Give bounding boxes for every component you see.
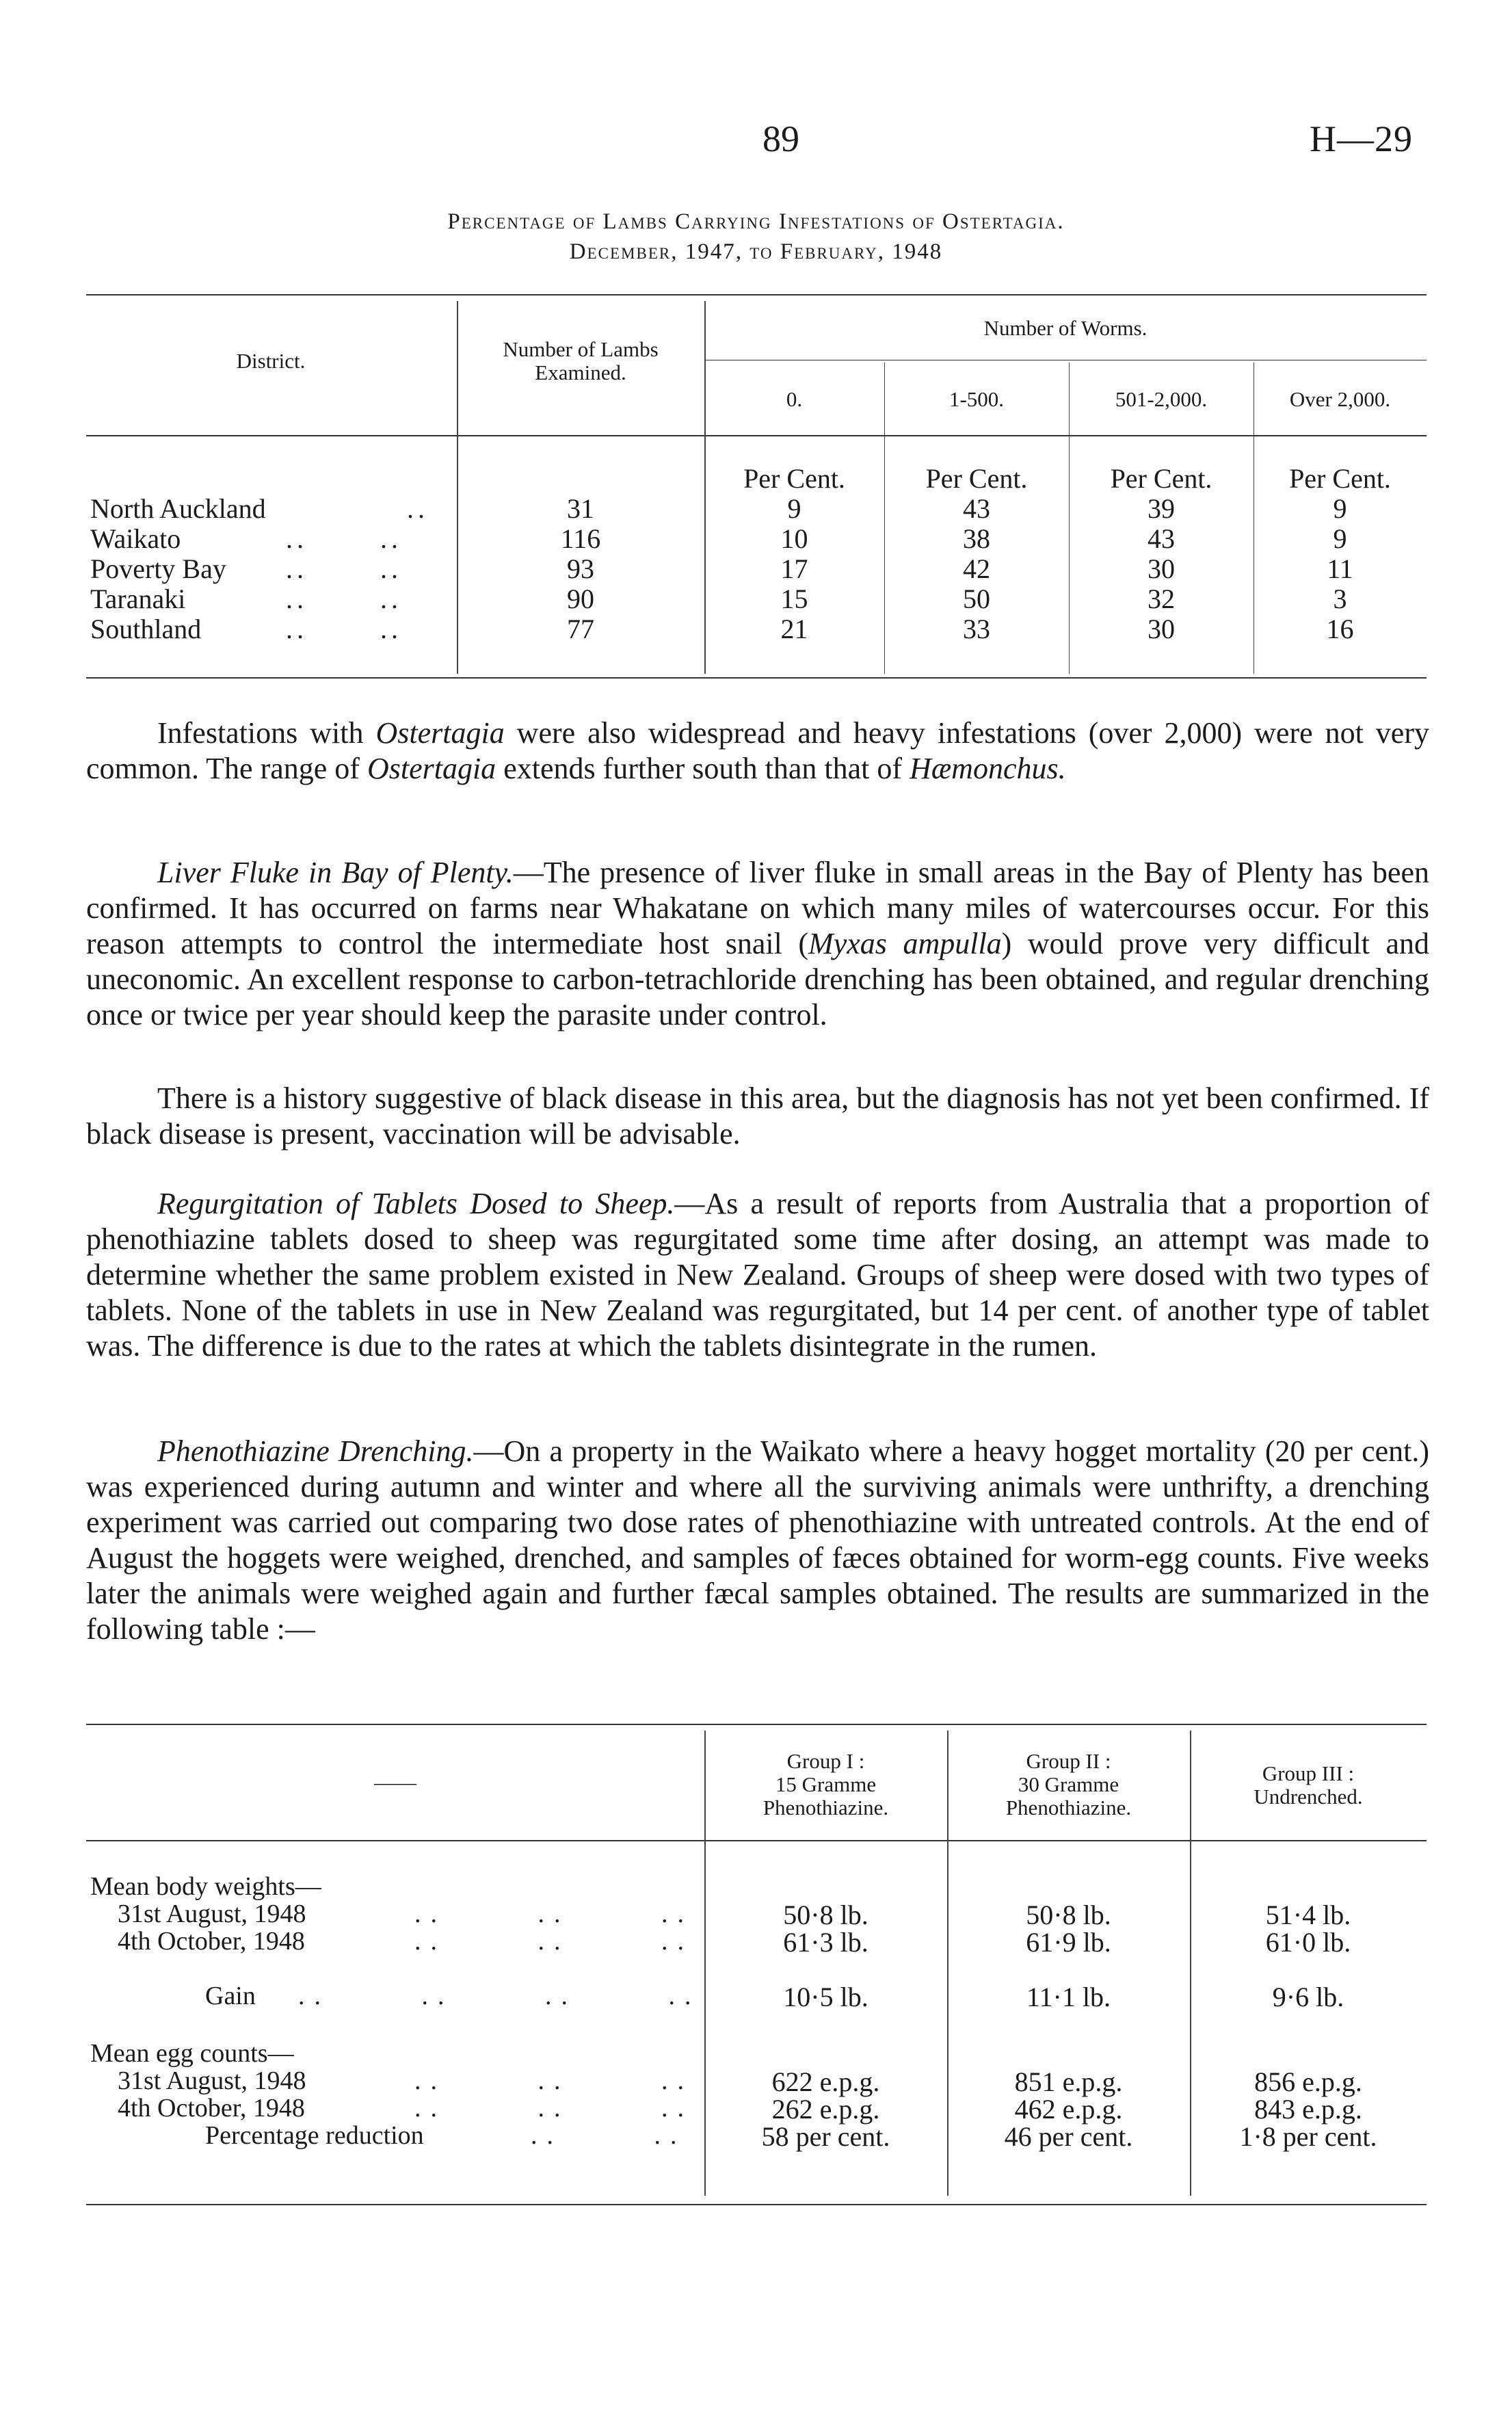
pct-over-2000-worms: 9	[1333, 523, 1347, 554]
group-title: Group III :	[1262, 1761, 1355, 1785]
district-name: Poverty Bay	[90, 553, 226, 584]
species-name: Myxas ampulla	[808, 927, 1002, 960]
row-label: 31st August, 1948	[118, 1900, 306, 1928]
table2-top-rule	[86, 1724, 1427, 1725]
gain-group-1: 10·5 lb.	[783, 1982, 868, 2012]
pct-0-worms: 21	[780, 614, 808, 644]
table2-bottom-rule	[86, 2204, 1427, 2205]
text-run: There is a history suggestive of black disease in this area, but the diagnosis has not yet been confirmed. If black disease is present, vaccination will be advisable.	[86, 1081, 1429, 1151]
eggs-oct-group-2: 462 e.p.g.	[1014, 2094, 1123, 2125]
column-header-number-examined: Number of Lambs Examined.	[503, 337, 659, 384]
species-name: Hæmonchus.	[910, 752, 1066, 785]
leader-dots: .. .. ..	[414, 1927, 693, 1956]
eggs-oct-group-3: 843 e.p.g.	[1254, 2094, 1362, 2125]
leader-dots: .. .. ..	[414, 2066, 693, 2095]
unit-label: Per Cent.	[1110, 463, 1212, 494]
leader-dots: .. .. ..	[414, 2094, 693, 2123]
paragraph-black-disease	[86, 1081, 1429, 1152]
leader-dots: .. ..	[531, 2121, 687, 2150]
row-label: 31st August, 1948	[118, 2066, 306, 2095]
eggs-aug-group-2: 851 e.p.g.	[1014, 2066, 1123, 2097]
row-label: 4th October, 1948	[118, 1927, 305, 1956]
pct-0-worms: 17	[780, 553, 808, 584]
leader-dots: .. ..	[286, 583, 402, 614]
section-heading: Liver Fluke in Bay of Plenty.	[157, 856, 514, 889]
species-name: Ostertagia	[367, 752, 496, 785]
leader-dots: .. .. ..	[414, 1900, 693, 1928]
text-run: —On a property in the Waikato where a heavy hogget mortality (20 per cent.) was experienced during autumn and winter and where all the surviving animals were unthrifty, a drenching experiment was carried out comparing two dose rates of phenothiazine with untreated controls. At the end of August the hoggets were weighed, drenched, and samples of fæces obtained for worm-egg counts. Five weeks later the animals were weighed again and further fæcal samples obtained. The results are summarized in the following table :—	[86, 1434, 1430, 1646]
district-name: Southland	[90, 614, 202, 644]
reduction-group-1: 58 per cent.	[761, 2121, 890, 2152]
column-header-group-2	[947, 1750, 1190, 1819]
pct-1-500-worms: 38	[963, 523, 990, 554]
row-heading-body-weights: Mean body weights—	[90, 1872, 321, 1901]
page-number: 89	[762, 118, 799, 159]
column-header-worms-501-2000: 501-2,000.	[1115, 387, 1208, 411]
eggs-aug-group-3: 856 e.p.g.	[1254, 2066, 1362, 2097]
weight-oct-group-2: 61·9 lb.	[1026, 1927, 1111, 1958]
pct-501-2000-worms: 32	[1148, 583, 1175, 614]
leader-dots: ..	[407, 493, 429, 524]
table1-header-rule	[86, 435, 1427, 436]
pct-0-worms: 9	[787, 493, 801, 524]
row-label-gain: Gain	[205, 1982, 256, 2010]
lambs-examined: 31	[567, 493, 594, 524]
row-label: Percentage reduction	[205, 2121, 424, 2150]
text-run: ) would prove very difficult and uneconomic. An excellent response to carbon-tetrachloride drenching has been obtained, and regular drenching once or twice per year should keep the parasite under control.	[86, 927, 1429, 1031]
text-run: were also widespread and heavy infestations (over 2,000) were not very common. The range of	[86, 716, 1429, 785]
table1-title-line1: Percentage of Lambs Carrying Infestations of Ostertagia.	[447, 209, 1065, 234]
pct-1-500-worms: 43	[963, 493, 990, 524]
paragraph-liver-fluke	[86, 855, 1429, 1033]
eggs-oct-group-1: 262 e.p.g.	[771, 2094, 880, 2125]
group-title: Group I :	[786, 1749, 865, 1773]
leader-dots: .. ..	[286, 523, 402, 554]
reduction-group-3: 1·8 per cent.	[1239, 2121, 1377, 2152]
text-run: extends further south than that of	[496, 752, 910, 785]
column-header-district: District.	[236, 349, 306, 373]
lambs-examined: 116	[560, 523, 601, 554]
weight-aug-group-2: 50·8 lb.	[1026, 1900, 1111, 1930]
weight-aug-group-3: 51·4 lb.	[1265, 1900, 1351, 1930]
pct-over-2000-worms: 16	[1326, 614, 1354, 644]
pct-501-2000-worms: 30	[1148, 614, 1175, 644]
district-name: Waikato	[90, 523, 181, 554]
group-treatment: Phenothiazine.	[762, 1796, 889, 1819]
district-name: Taranaki	[90, 583, 186, 614]
group-treatment: Undrenched.	[1254, 1785, 1363, 1809]
section-heading: Phenothiazine Drenching.	[157, 1434, 474, 1468]
row-label: 4th October, 1948	[118, 2094, 305, 2123]
table1-title	[0, 207, 1512, 267]
reduction-group-2: 46 per cent.	[1004, 2121, 1133, 2152]
column-header-worms-1-500: 1-500.	[949, 387, 1005, 411]
text-run: —The presence of liver fluke in small areas in the Bay of Plenty has been confirmed. It has occurred on farms near Whakatane on which many miles of watercourses occur. For this reason attempts to control the intermediate host snail (	[86, 856, 1429, 960]
pct-501-2000-worms: 39	[1148, 493, 1175, 524]
section-heading: Regurgitation of Tablets Dosed to Sheep.	[157, 1187, 675, 1220]
pct-501-2000-worms: 30	[1148, 553, 1175, 584]
pct-501-2000-worms: 43	[1148, 523, 1175, 554]
group-dose: 30 Gramme	[1018, 1772, 1119, 1796]
gain-group-3: 9·6 lb.	[1272, 1982, 1344, 2012]
row-heading-egg-counts: Mean egg counts—	[90, 2039, 294, 2068]
species-name: Ostertagia	[375, 716, 505, 750]
leader-dots: .. ..	[286, 614, 402, 644]
column-header-number-of-worms: Number of Worms.	[983, 316, 1148, 340]
lambs-examined: 77	[567, 614, 594, 644]
paragraph-ostertagia	[86, 715, 1429, 787]
table2-header-rule	[86, 1840, 1427, 1841]
table1-title-line2: December, 1947, to February, 1948	[569, 239, 943, 264]
paragraph-regurgitation	[86, 1186, 1429, 1364]
leader-dots: .. ..	[286, 553, 402, 584]
pct-1-500-worms: 33	[963, 614, 990, 644]
column-header-group-1	[704, 1750, 947, 1819]
lambs-examined: 90	[567, 583, 594, 614]
leader-dots: .. .. .. ..	[298, 1982, 701, 2010]
eggs-aug-group-1: 622 e.p.g.	[771, 2066, 880, 2097]
pct-0-worms: 15	[780, 583, 808, 614]
pct-over-2000-worms: 9	[1333, 493, 1347, 524]
text-run: —As a result of reports from Australia that a proportion of phenothiazine tablets dosed to sheep was regurgitated some time after dosing, an attempt was made to determine whether the same problem existed in New Zealand. Groups of sheep were dosed with two types of tablets. None of the tablets in use in New Zealand was regurgitated, but 14 per cent. of another type of tablet was. The difference is due to the rates at which the tablets disintegrate in the rumen.	[86, 1187, 1429, 1363]
table1-bottom-rule	[86, 677, 1427, 679]
table1-top-rule	[86, 294, 1427, 295]
column-header-group-3	[1190, 1762, 1427, 1809]
unit-label: Per Cent.	[743, 463, 845, 494]
group-dose: 15 Gramme	[775, 1772, 877, 1796]
pct-0-worms: 10	[780, 523, 808, 554]
text-run: Infestations with	[157, 716, 376, 750]
paragraph-phenothiazine	[86, 1434, 1429, 1647]
pct-over-2000-worms: 3	[1333, 583, 1347, 614]
pct-1-500-worms: 50	[963, 583, 990, 614]
district-name: North Auckland	[90, 493, 266, 524]
weight-oct-group-1: 61·3 lb.	[783, 1927, 868, 1958]
weight-oct-group-3: 61·0 lb.	[1265, 1927, 1351, 1958]
column-header-worms-over-2000: Over 2,000.	[1289, 387, 1391, 411]
table2-stub-header: ——	[374, 1770, 416, 1794]
lambs-examined: 93	[567, 553, 594, 584]
group-title: Group II :	[1026, 1749, 1111, 1773]
unit-label: Per Cent.	[1289, 463, 1391, 494]
document-reference: H—29	[1310, 118, 1413, 159]
gain-group-2: 11·1 lb.	[1026, 1982, 1111, 2012]
column-header-worms-0: 0.	[786, 387, 803, 411]
group-treatment: Phenothiazine.	[1005, 1796, 1132, 1819]
pct-1-500-worms: 42	[963, 553, 990, 584]
weight-aug-group-1: 50·8 lb.	[783, 1900, 868, 1930]
pct-over-2000-worms: 11	[1327, 553, 1353, 584]
unit-label: Per Cent.	[925, 463, 1028, 494]
